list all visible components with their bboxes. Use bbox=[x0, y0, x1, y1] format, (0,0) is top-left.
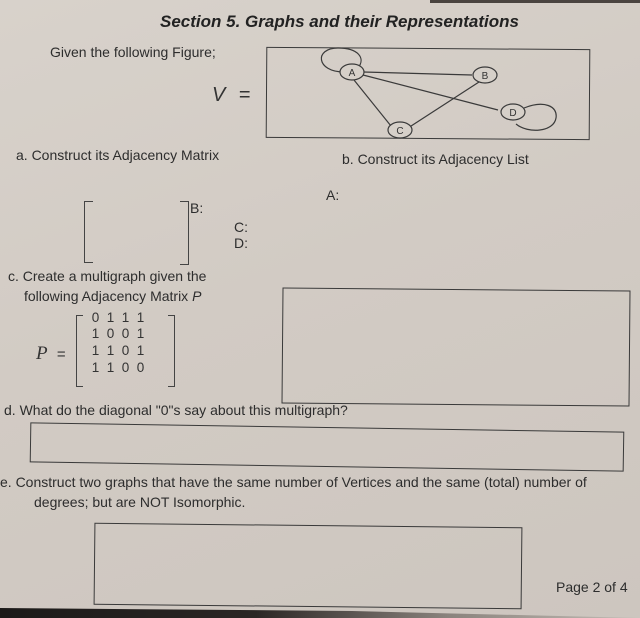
vertex-label-d: D bbox=[509, 108, 517, 119]
matrix-cell: 0 bbox=[121, 360, 130, 375]
matrix-p-row-2 bbox=[88, 326, 148, 341]
vertex-label-c: C bbox=[396, 126, 404, 137]
matrix-p-name: P bbox=[36, 343, 48, 364]
v-equals-label bbox=[212, 84, 251, 107]
matrix-left-bracket bbox=[84, 201, 93, 263]
matrix-cell: 1 bbox=[121, 310, 130, 325]
adj-list-label-a: A: bbox=[326, 187, 340, 203]
matrix-p-row-3 bbox=[88, 343, 148, 358]
part-c-prompt-text: following Adjacency Matrix bbox=[24, 288, 193, 304]
part-c-prompt-line1: c. Create a multigraph given the bbox=[8, 268, 207, 284]
part-c-answer-box[interactable] bbox=[282, 287, 631, 406]
matrix-p-variable: P bbox=[192, 288, 202, 304]
part-e-prompt-line1: e. Construct two graphs that have the same number of Vertices and the same (total) number of bbox=[0, 474, 587, 490]
matrix-cell: 1 bbox=[91, 360, 100, 375]
part-a-prompt: a. Construct its Adjacency Matrix bbox=[16, 147, 220, 163]
v-symbol: V bbox=[212, 84, 226, 106]
part-d-answer-box[interactable] bbox=[30, 422, 625, 471]
section-title: Section 5. Graphs and their Representations bbox=[160, 12, 519, 31]
matrix-p-right-bracket bbox=[168, 315, 175, 387]
matrix-cell: 0 bbox=[91, 310, 100, 325]
matrix-cell: 1 bbox=[136, 326, 145, 341]
matrix-cell: 0 bbox=[121, 326, 130, 341]
part-c-prompt-line2 bbox=[24, 288, 201, 304]
matrix-cell: 1 bbox=[91, 343, 100, 358]
edge-a-b bbox=[363, 72, 472, 75]
matrix-cell: 1 bbox=[136, 310, 145, 325]
matrix-cell: 0 bbox=[121, 343, 130, 358]
matrix-right-bracket bbox=[180, 201, 189, 265]
matrix-p-row-1 bbox=[88, 310, 148, 325]
edge-a-c bbox=[354, 80, 391, 126]
matrix-p-left-bracket bbox=[76, 315, 83, 387]
vertex-label-a: A bbox=[348, 68, 356, 79]
matrix-cell: 1 bbox=[106, 310, 115, 325]
part-e-answer-box[interactable] bbox=[94, 523, 523, 609]
matrix-cell: 0 bbox=[136, 360, 145, 375]
matrix-cell: 1 bbox=[91, 326, 100, 341]
part-d-prompt: d. What do the diagonal "0"s say about this multigraph? bbox=[4, 402, 348, 418]
page-number: Page 2 of 4 bbox=[556, 579, 628, 595]
adj-list-label-d: D: bbox=[234, 235, 248, 251]
photo-bottom-shadow bbox=[0, 608, 640, 618]
photo-edge-shadow bbox=[430, 0, 640, 3]
matrix-cell: 1 bbox=[136, 343, 145, 358]
vertex-label-b: B bbox=[481, 71, 489, 82]
matrix-cell: 1 bbox=[106, 360, 115, 375]
matrix-cell: 1 bbox=[106, 343, 115, 358]
given-figure-text: Given the following Figure; bbox=[50, 44, 216, 60]
equals-sign: = bbox=[238, 84, 251, 106]
adj-list-label-c: C: bbox=[234, 219, 248, 235]
matrix-equals-sign: = bbox=[56, 346, 66, 363]
matrix-p-equals bbox=[36, 343, 66, 365]
part-e-prompt-line2: degrees; but are NOT Isomorphic. bbox=[34, 494, 246, 510]
part-b-prompt: b. Construct its Adjacency List bbox=[342, 151, 529, 167]
graph-figure bbox=[266, 44, 596, 144]
matrix-cell: 0 bbox=[106, 326, 115, 341]
adj-list-label-b: B: bbox=[190, 200, 204, 216]
matrix-p-row-4 bbox=[88, 360, 148, 375]
